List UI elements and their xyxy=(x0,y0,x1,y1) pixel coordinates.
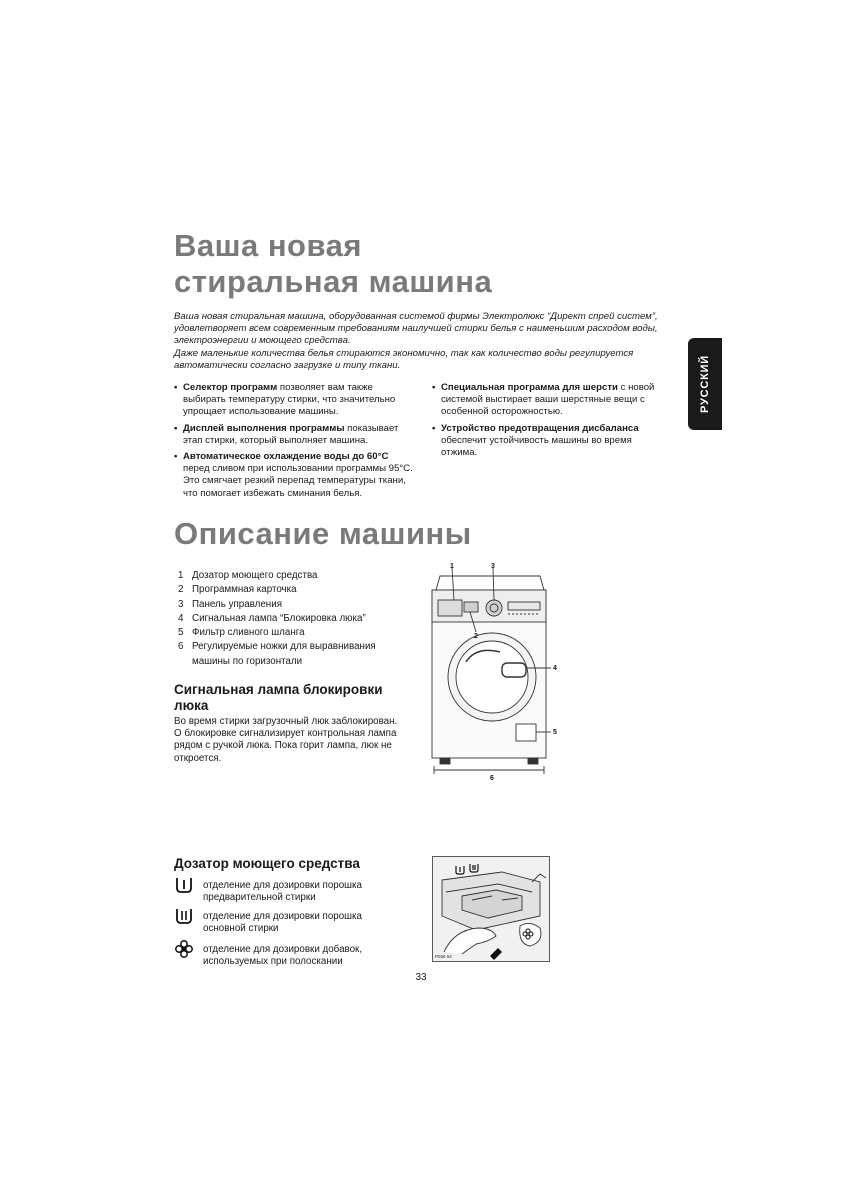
dispenser-item-text: отделение для дозировки порошка основной стирки xyxy=(203,911,362,935)
feature-key: Устройство предотвращения дисбаланса xyxy=(441,422,639,434)
features-right-list xyxy=(432,382,664,463)
page-title xyxy=(174,228,492,300)
dispenser-item-text: отделение для дозировки порошка предварительной стирки xyxy=(203,880,362,904)
feature-item xyxy=(174,382,416,419)
part-label: Панель управления xyxy=(192,598,282,610)
language-tab-label: РУССКИЙ xyxy=(699,354,711,414)
feature-text: с новой системой выстирает ваши шерстяные вещи с особенной осторожностью. xyxy=(441,382,655,418)
language-tab xyxy=(688,338,722,430)
part-label: Программная карточка xyxy=(192,584,297,596)
figure-code: P036 54 xyxy=(435,954,452,959)
list-item xyxy=(178,598,412,612)
part-label: Дозатор моющего средства xyxy=(192,570,318,581)
intro-text xyxy=(174,311,674,372)
feature-text: позволяет вам также выбирать температуру стирки, что значительно упрощает использование машины. xyxy=(183,382,396,418)
lamp-heading: Сигнальная лампа блокировки люка xyxy=(174,682,383,713)
dispenser-heading: Дозатор моющего средства xyxy=(174,856,360,871)
prewash-compartment-icon xyxy=(174,876,194,894)
main-wash-compartment-icon xyxy=(174,907,194,925)
section-title-machine-description: Описание машины xyxy=(174,516,472,551)
part-number: 6 xyxy=(178,641,184,653)
list-item xyxy=(178,569,412,583)
part-label: Регулируемые ножки для выравнивания машины по горизонтали xyxy=(192,641,376,667)
callout-2: 2 xyxy=(474,633,478,640)
feature-item xyxy=(432,382,664,419)
callout-3: 3 xyxy=(491,563,495,570)
dispenser-illustration xyxy=(432,856,550,962)
features-left-list xyxy=(174,382,416,504)
callout-6: 6 xyxy=(490,775,494,780)
list-item xyxy=(178,640,412,669)
page-title-line-1: Ваша новая xyxy=(174,228,362,263)
feature-key: Автоматическое охлаждение воды до 60°С xyxy=(183,451,389,463)
parts-list xyxy=(178,569,412,669)
feature-item xyxy=(174,451,416,500)
softener-flower-icon xyxy=(174,940,194,958)
part-label: Фильтр сливного шланга xyxy=(192,627,305,639)
part-number: 3 xyxy=(178,598,184,610)
feature-text: перед сливом при использовании программы 95°С. Это смягчает резкий перепад температуры ткани, что помогает избежать сминания белья. xyxy=(183,463,413,499)
callout-1: 1 xyxy=(450,563,454,570)
feature-text: обеспечит устойчивость машины во время отжима. xyxy=(441,434,632,459)
callout-5: 5 xyxy=(553,729,557,736)
part-number: 2 xyxy=(178,584,184,596)
feature-text: показывает этап стирки, который выполняет машина. xyxy=(183,422,399,446)
dispenser-item-text: отделение для дозировки добавок, используемых при полоскании xyxy=(203,944,363,968)
lamp-description: Во время стирки загрузочный люк заблокирован. О блокировке сигнализирует контрольная лампа рядом с ручкой люка. Пока горит лампа, люк не откроется. xyxy=(174,716,398,764)
feature-key: Специальная программа для шерсти xyxy=(441,382,618,393)
part-label: Сигнальная лампа “Блокировка люка” xyxy=(192,612,366,624)
part-number: 5 xyxy=(178,627,184,639)
feature-key: Селектор программ xyxy=(183,382,278,393)
part-number: 4 xyxy=(178,612,184,624)
intro-paragraph-2: Даже маленькие количества белья стираются экономично, так как количество воды регулируется автоматически согласно загрузке и типу ткани. xyxy=(174,347,634,371)
list-item xyxy=(178,626,412,640)
washing-machine-illustration xyxy=(418,560,568,780)
feature-item xyxy=(174,423,416,447)
feature-item xyxy=(432,423,664,460)
page-title-line-2: стиральная машина xyxy=(174,264,493,299)
page-number: 33 xyxy=(415,972,427,983)
intro-paragraph-1: Ваша новая стиральная машина, оборудованная системой фирмы Электролюкс “Директ спрей систем”, удовлетворяет всем современным требованиям наилучшей стирки белья с наименьшим расходом воды, электроэнергии и моющего средства. xyxy=(174,311,658,347)
part-number: 1 xyxy=(178,570,184,581)
callout-4: 4 xyxy=(553,665,557,672)
list-item xyxy=(178,583,412,597)
list-item xyxy=(178,612,412,626)
feature-key: Дисплей выполнения программы xyxy=(183,422,345,434)
